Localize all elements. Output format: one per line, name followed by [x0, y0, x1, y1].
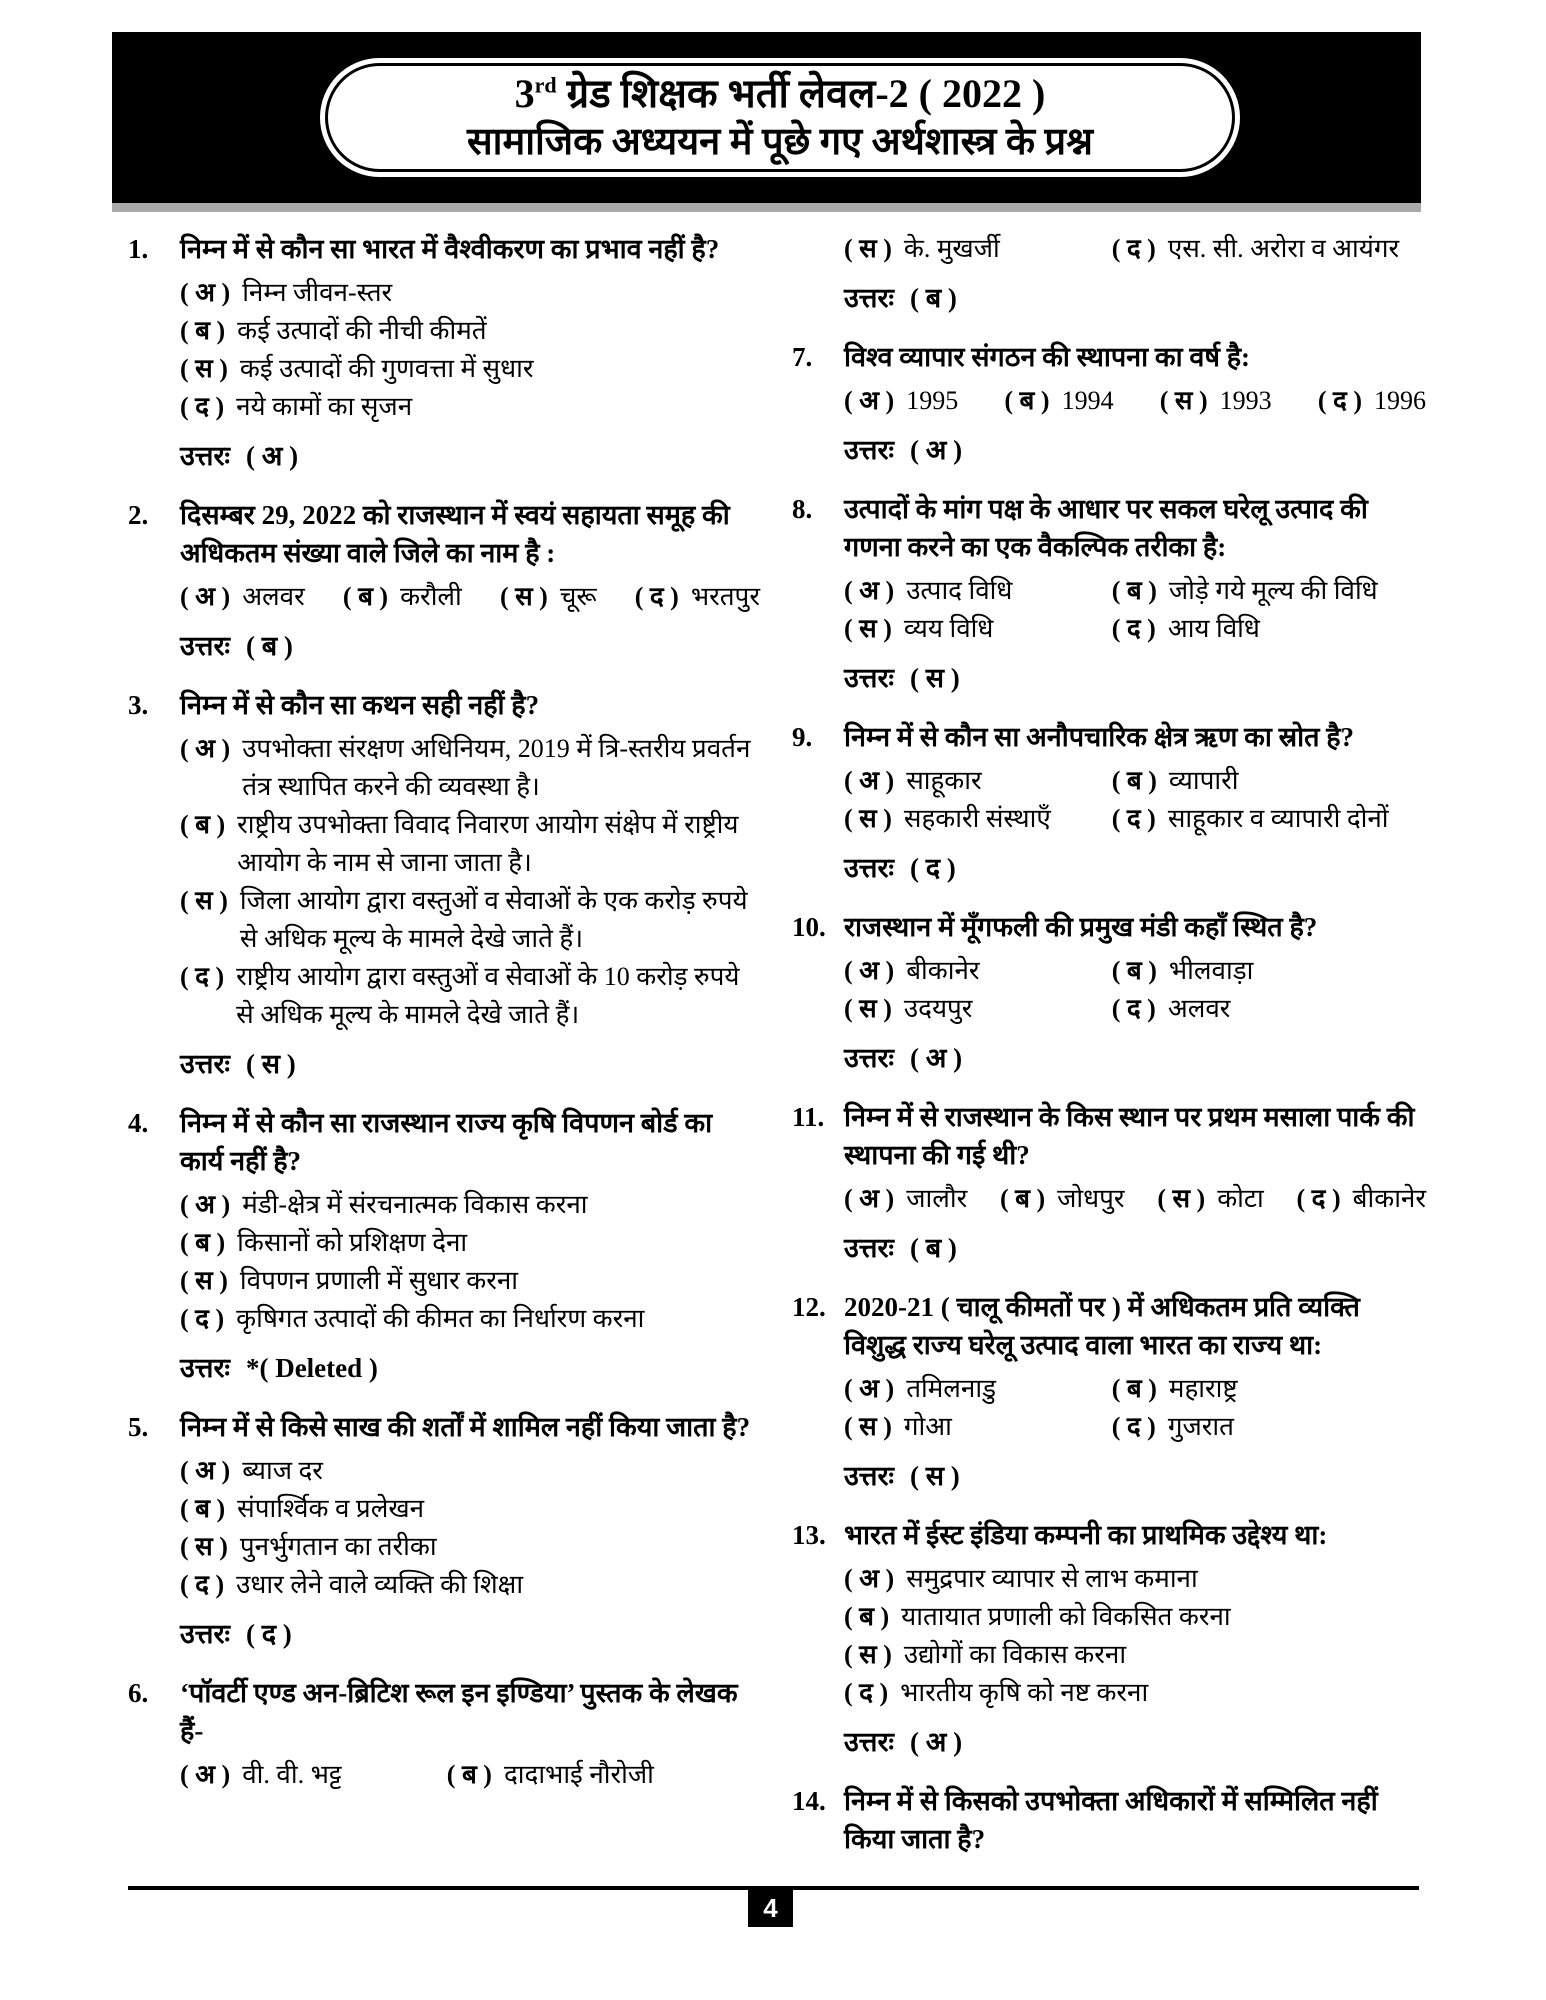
question-body [180, 1674, 760, 1794]
option-label: ( ब ) [180, 316, 226, 345]
answer-label: उत्तरः [844, 1727, 894, 1757]
option-label: ( स ) [180, 886, 228, 915]
option-text: एस. सी. अरोरा व आयंगर [1167, 234, 1400, 263]
answer-line [180, 1045, 760, 1083]
options [844, 952, 1426, 1028]
option-text: के. मुखर्जी [903, 234, 1000, 263]
answer-line [180, 1615, 760, 1653]
option [343, 578, 462, 616]
option-row [844, 952, 1426, 990]
answer-line [844, 1229, 1426, 1267]
option [1318, 382, 1426, 420]
title-prefix: 3 [514, 70, 535, 116]
question-block [792, 490, 1426, 710]
option-label: ( अ ) [844, 766, 895, 795]
option-text: गोआ [903, 1412, 952, 1441]
option-text: कई उत्पादों की गुणवत्ता में सुधार [239, 354, 534, 383]
option-text: चूरू [559, 582, 597, 611]
option [1112, 610, 1426, 648]
question-stem: भारत में ईस्ट इंडिया कम्पनी का प्राथमिक उद्देश्य था: [844, 1520, 1328, 1550]
question-block [128, 1674, 760, 1794]
question-number: 5. [128, 1412, 149, 1442]
question-block [792, 908, 1426, 1090]
option [180, 274, 760, 312]
option-label: ( द ) [180, 1570, 225, 1599]
options [844, 1180, 1426, 1218]
option-text: यातायात प्रणाली को विकसित करना [901, 1602, 1231, 1631]
question-stem: 2020-21 ( चालू कीमतों पर ) में अधिकतम प्रति व्यक्ति विशुद्ध राज्य घरेलू उत्पाद वाला भारत का राज्य था: [844, 1292, 1360, 1360]
question-stem: निम्न में से किसको उपभोक्ता अधिकारों में सम्मिलित नहीं किया जाता है? [844, 1786, 1378, 1854]
question-block [792, 1516, 1426, 1774]
option-text: वी. वी. भट्ट [242, 1760, 342, 1789]
option-text: करौली [400, 582, 462, 611]
option-label: ( स ) [844, 1412, 892, 1441]
answer-label: उत्तरः [844, 435, 894, 465]
option [1297, 1180, 1426, 1218]
question-number: 7. [792, 342, 813, 372]
question-number: 13. [792, 1520, 826, 1550]
option-text: उद्योगों का विकास करना [903, 1640, 1127, 1669]
question-body [180, 230, 760, 488]
option-label: ( ब ) [999, 1184, 1046, 1213]
question-number: 6. [128, 1678, 149, 1708]
option-label: ( अ ) [844, 956, 895, 985]
question-block [792, 338, 1426, 482]
question-number [792, 230, 844, 330]
option-label: ( द ) [180, 392, 225, 421]
question-stem: निम्न में से कौन सा अनौपचारिक क्षेत्र ऋण का स्रोत है? [844, 722, 1355, 752]
option [844, 1674, 1426, 1712]
options [844, 762, 1426, 838]
option-row [844, 572, 1426, 610]
option-text: महाराष्ट्र [1168, 1374, 1238, 1403]
answer-value: ( अ ) [909, 435, 963, 465]
option-label: ( द ) [1296, 1184, 1341, 1213]
option-text: बीकानेर [1352, 1184, 1426, 1213]
option-text: आय विधि [1167, 614, 1260, 643]
option [844, 572, 1112, 610]
question-number: 2. [128, 500, 149, 530]
page-number: 4 [763, 1893, 778, 1923]
option-label: ( द ) [634, 582, 679, 611]
answer-value: ( अ ) [909, 1043, 963, 1073]
question-body [180, 1104, 760, 1400]
option-label: ( अ ) [180, 734, 231, 763]
question-body [844, 908, 1426, 1090]
question-stem: निम्न में से राजस्थान के किस स्थान पर प्रथम मसाला पार्क की स्थापना की गई थी? [844, 1102, 1415, 1170]
title-box-border [325, 63, 1235, 172]
question-number: 3. [128, 690, 149, 720]
option-text: जालौर [906, 1184, 968, 1213]
option-text: किसानों को प्रशिक्षण देना [237, 1228, 468, 1257]
option-text: पुनर्भुगतान का तरीका [239, 1532, 437, 1561]
options [844, 230, 1426, 268]
header-shadow-strip [112, 203, 1421, 212]
option [844, 230, 1112, 268]
option [1112, 762, 1426, 800]
column-right [792, 230, 1426, 1872]
option-text: उधार लेने वाले व्यक्ति की शिक्षा [236, 1570, 524, 1599]
option-text: 1993 [1219, 386, 1272, 415]
option [1112, 1370, 1426, 1408]
question-block [792, 1098, 1426, 1280]
option [180, 1566, 760, 1604]
option-text: भारतीय कृषि को नष्ट करना [900, 1678, 1149, 1707]
question-stem: निम्न में से कौन सा भारत में वैश्वीकरण का प्रभाव नहीं है? [180, 234, 720, 264]
option-label: ( अ ) [180, 278, 231, 307]
option [180, 806, 760, 882]
option [180, 1528, 760, 1566]
option [1157, 1180, 1263, 1218]
answer-line [844, 431, 1426, 469]
question-stem: निम्न में से कौन सा राजस्थान राज्य कृषि विपणन बोर्ड का कार्य नहीं है? [180, 1108, 713, 1176]
option [180, 958, 760, 1034]
question-body [180, 686, 760, 1096]
option-text: निम्न जीवन-स्तर [242, 278, 393, 307]
option [1112, 1408, 1426, 1446]
options [180, 730, 760, 1034]
question-block [128, 686, 760, 1096]
option [844, 1560, 1426, 1598]
option-label: ( ब ) [180, 810, 226, 839]
option-text: कोटा [1217, 1184, 1264, 1213]
answer-value: ( द ) [909, 853, 956, 883]
question-block [792, 718, 1426, 900]
answer-label: उत्तरः [844, 853, 894, 883]
option-label: ( द ) [1111, 1412, 1156, 1441]
option-text: साहूकार [906, 766, 982, 795]
option-label: ( स ) [180, 354, 228, 383]
option-label: ( ब ) [1111, 956, 1157, 985]
option-label: ( ब ) [180, 1494, 226, 1523]
option [844, 1598, 1426, 1636]
option-label: ( द ) [1111, 804, 1156, 833]
option [844, 1370, 1112, 1408]
question-number: 1. [128, 234, 149, 264]
answer-label: उत्तरः [844, 283, 894, 313]
option-text: जोड़े गये मूल्य की विधि [1168, 576, 1378, 605]
question-body [844, 1098, 1426, 1280]
answer-line [180, 1349, 760, 1387]
document-title-line2: सामाजिक अध्ययन में पूछे गए अर्थशास्त्र के प्रश्न [466, 120, 1094, 163]
option-text: जोधपुर [1057, 1184, 1125, 1213]
option-text: कई उत्पादों की नीची कीमतें [237, 316, 487, 345]
answer-line [844, 1039, 1426, 1077]
option-label: ( द ) [1111, 614, 1156, 643]
option [844, 1636, 1426, 1674]
answer-label: उत्तरः [180, 631, 230, 661]
option-text: उदयपुर [903, 994, 973, 1023]
option [1160, 382, 1272, 420]
option-text: 1996 [1374, 386, 1426, 415]
answer-line [180, 627, 760, 665]
document-title-line1 [515, 69, 1046, 119]
question-body [844, 230, 1426, 330]
option [180, 1490, 760, 1528]
answer-label: उत्तरः [180, 1619, 230, 1649]
option-text: राष्ट्रीय आयोग द्वारा वस्तुओं व सेवाओं के 10 करोड़ रुपये से अधिक मूल्य के मामले देखे जाते हैं। [236, 962, 740, 1029]
question-number: 14. [792, 1786, 826, 1816]
column-left [128, 230, 760, 1802]
option-label: ( ब ) [1111, 576, 1157, 605]
option-row [844, 800, 1426, 838]
options [180, 1186, 760, 1338]
option [1112, 952, 1426, 990]
option-label: ( ब ) [1111, 1374, 1157, 1403]
question-body [180, 1408, 760, 1666]
option [635, 578, 760, 616]
question-body [844, 1516, 1426, 1774]
option [180, 312, 760, 350]
option-label: ( स ) [844, 994, 892, 1023]
option-label: ( स ) [180, 1266, 228, 1295]
option-text: 1994 [1061, 386, 1114, 415]
option-text: व्यापारी [1168, 766, 1239, 795]
page-number-badge [748, 1890, 793, 1927]
question-number: 4. [128, 1108, 149, 1138]
question-block [128, 1104, 760, 1400]
answer-label: उत्तरः [180, 441, 230, 471]
option-label: ( स ) [844, 804, 892, 833]
option [844, 1180, 967, 1218]
options [844, 1560, 1426, 1712]
answer-value: ( ब ) [909, 283, 957, 313]
question-block [128, 1408, 760, 1666]
question-stem: निम्न में से किसे साख की शर्तों में शामिल नहीं किया जाता है? [180, 1412, 751, 1442]
option [1004, 382, 1113, 420]
option-row [180, 1756, 760, 1794]
option-text: सहकारी संस्थाएँ [903, 804, 1051, 833]
option-label: ( स ) [180, 1532, 228, 1561]
question-number: 8. [792, 494, 813, 524]
option-label: ( अ ) [180, 582, 231, 611]
option-row [844, 610, 1426, 648]
option-text: ब्याज दर [242, 1456, 323, 1485]
option-label: ( स ) [499, 582, 548, 611]
answer-value: ( स ) [245, 1049, 296, 1079]
option-row [844, 1408, 1426, 1446]
option-text: बीकानेर [906, 956, 980, 985]
question-stem: ‘पॉवर्टी एण्ड अन-ब्रिटिश रूल इन इण्डिया’ पुस्तक के लेखक हैं- [180, 1678, 738, 1746]
option [180, 1262, 760, 1300]
options [180, 578, 760, 616]
option [180, 1300, 760, 1338]
option-label: ( द ) [1317, 386, 1362, 415]
option-label: ( ब ) [180, 1228, 226, 1257]
options [180, 1452, 760, 1604]
answer-label: उत्तरः [844, 663, 894, 693]
question-body [844, 1288, 1426, 1508]
header-band [112, 32, 1421, 203]
option-label: ( स ) [844, 1640, 892, 1669]
option-text: दादाभाई नौरोजी [503, 1760, 654, 1789]
option [1112, 572, 1426, 610]
option-label: ( द ) [180, 962, 225, 991]
option [500, 578, 597, 616]
question-number: 10. [792, 912, 826, 942]
option-text: भीलवाड़ा [1168, 956, 1254, 985]
option [447, 1756, 760, 1794]
option-text: जिला आयोग द्वारा वस्तुओं व सेवाओं के एक करोड़ रुपये से अधिक मूल्य के मामले देखे जाते हैं। [239, 886, 748, 953]
answer-value: ( द ) [245, 1619, 292, 1649]
answer-line [844, 849, 1426, 887]
question-block [792, 230, 1426, 330]
option [180, 1756, 447, 1794]
option-row [844, 990, 1426, 1028]
options [844, 382, 1426, 420]
answer-label: उत्तरः [844, 1233, 894, 1263]
question-stem: दिसम्बर 29, 2022 को राजस्थान में स्वयं सहायता समूह की अधिकतम संख्या वाले जिले का नाम है : [180, 500, 730, 568]
question-body [844, 718, 1426, 900]
answer-line [844, 659, 1426, 697]
option [844, 952, 1112, 990]
option-text: नये कामों का सृजन [236, 392, 413, 421]
option-text: भरतपुर [690, 582, 760, 611]
answer-line [180, 437, 760, 475]
option-row [844, 1370, 1426, 1408]
option-text: मंडी-क्षेत्र में संरचनात्मक विकास करना [242, 1190, 588, 1219]
option [180, 388, 760, 426]
option [1000, 1180, 1125, 1218]
question-stem: उत्पादों के मांग पक्ष के आधार पर सकल घरेलू उत्पाद की गणना करने का एक वैकल्पिक तरीका है: [844, 494, 1368, 562]
option-text: संपार्श्विक व प्रलेखन [237, 1494, 425, 1523]
option [844, 990, 1112, 1028]
answer-label: उत्तरः [180, 1353, 230, 1383]
question-body [844, 338, 1426, 482]
options [844, 1370, 1426, 1446]
question-stem: निम्न में से कौन सा कथन सही नहीं है? [180, 690, 540, 720]
option-label: ( द ) [1111, 994, 1156, 1023]
option [1112, 230, 1426, 268]
answer-line [844, 1457, 1426, 1495]
option-text: राष्ट्रीय उपभोक्ता विवाद निवारण आयोग संक्षेप में राष्ट्रीय आयोग के नाम से जाना जाता है। [237, 810, 739, 877]
option [180, 882, 760, 958]
option [844, 382, 958, 420]
options [844, 572, 1426, 648]
option [844, 1408, 1112, 1446]
option-text: तमिलनाडु [906, 1374, 996, 1403]
question-number: 9. [792, 722, 813, 752]
option-label: ( अ ) [844, 1374, 895, 1403]
title-box [320, 58, 1240, 177]
option-label: ( अ ) [180, 1760, 231, 1789]
answer-label: उत्तरः [844, 1043, 894, 1073]
option-label: ( अ ) [180, 1190, 231, 1219]
option-label: ( स ) [844, 234, 892, 263]
option-label: ( द ) [844, 1678, 889, 1707]
question-block [128, 230, 760, 488]
option [180, 730, 760, 806]
title-superscript: rd [534, 72, 557, 98]
option-label: ( अ ) [180, 1456, 231, 1485]
question-block [128, 496, 760, 678]
option-row [844, 762, 1426, 800]
option-text: गुजरात [1167, 1412, 1234, 1441]
option [180, 350, 760, 388]
option-label: ( स ) [1157, 1184, 1206, 1213]
question-number: 11. [792, 1102, 825, 1132]
option [180, 578, 305, 616]
option [180, 1186, 760, 1224]
option-label: ( अ ) [844, 1564, 895, 1593]
option [844, 762, 1112, 800]
answer-value: ( ब ) [909, 1233, 957, 1263]
option-label: ( अ ) [844, 576, 895, 605]
option-label: ( ब ) [342, 582, 389, 611]
option-text: कृषिगत उत्पादों की कीमत का निर्धारण करना [236, 1304, 645, 1333]
question-block [792, 1782, 1426, 1864]
question-body [844, 490, 1426, 710]
option [844, 610, 1112, 648]
option [844, 800, 1112, 838]
option-label: ( स ) [844, 614, 892, 643]
question-stem: राजस्थान में मूँगफली की प्रमुख मंडी कहाँ स्थित है? [844, 912, 1318, 942]
option-text: विपणन प्रणाली में सुधार करना [239, 1266, 519, 1295]
option-text: साहूकार व व्यापारी दोनों [1167, 804, 1389, 833]
option-label: ( ब ) [844, 1602, 890, 1631]
answer-value: ( स ) [909, 663, 960, 693]
option [180, 1224, 760, 1262]
option-label: ( ब ) [1004, 386, 1050, 415]
option-text: व्यय विधि [903, 614, 994, 643]
option-text: अलवर [1167, 994, 1231, 1023]
question-stem: विश्व व्यापार संगठन की स्थापना का वर्ष है: [844, 342, 1251, 372]
title-rest: ग्रेड शिक्षक भर्ती लेवल-2 ( 2022 ) [566, 70, 1046, 116]
answer-value: ( अ ) [909, 1727, 963, 1757]
option-text: उत्पाद विधि [906, 576, 1013, 605]
answer-value: *( Deleted ) [245, 1353, 378, 1383]
option [180, 1452, 760, 1490]
answer-value: ( स ) [909, 1461, 960, 1491]
question-body [844, 1782, 1426, 1864]
answer-line [844, 1723, 1426, 1761]
option-row [844, 230, 1426, 268]
option-label: ( ब ) [446, 1760, 492, 1789]
option [1112, 800, 1426, 838]
option-text: उपभोक्ता संरक्षण अधिनियम, 2019 में त्रि-स्तरीय प्रवर्तन तंत्र स्थापित करने की व्यवस्था है। [242, 734, 751, 801]
option-label: ( स ) [1159, 386, 1208, 415]
answer-label: उत्तरः [180, 1049, 230, 1079]
answer-value: ( अ ) [245, 441, 299, 471]
option [1112, 990, 1426, 1028]
options [180, 274, 760, 426]
option-text: समुद्रपार व्यापार से लाभ कमाना [906, 1564, 1198, 1593]
option-text: 1995 [906, 386, 959, 415]
option-label: ( अ ) [844, 386, 895, 415]
option-label: ( ब ) [1111, 766, 1157, 795]
answer-line [844, 279, 1426, 317]
question-body [180, 496, 760, 678]
answer-value: ( ब ) [245, 631, 293, 661]
options [180, 1756, 760, 1794]
option-text: अलवर [242, 582, 305, 611]
option-label: ( अ ) [844, 1184, 895, 1213]
answer-label: उत्तरः [844, 1461, 894, 1491]
option-label: ( द ) [1111, 234, 1156, 263]
question-block [792, 1288, 1426, 1508]
option-label: ( द ) [180, 1304, 225, 1333]
question-number: 12. [792, 1292, 826, 1322]
